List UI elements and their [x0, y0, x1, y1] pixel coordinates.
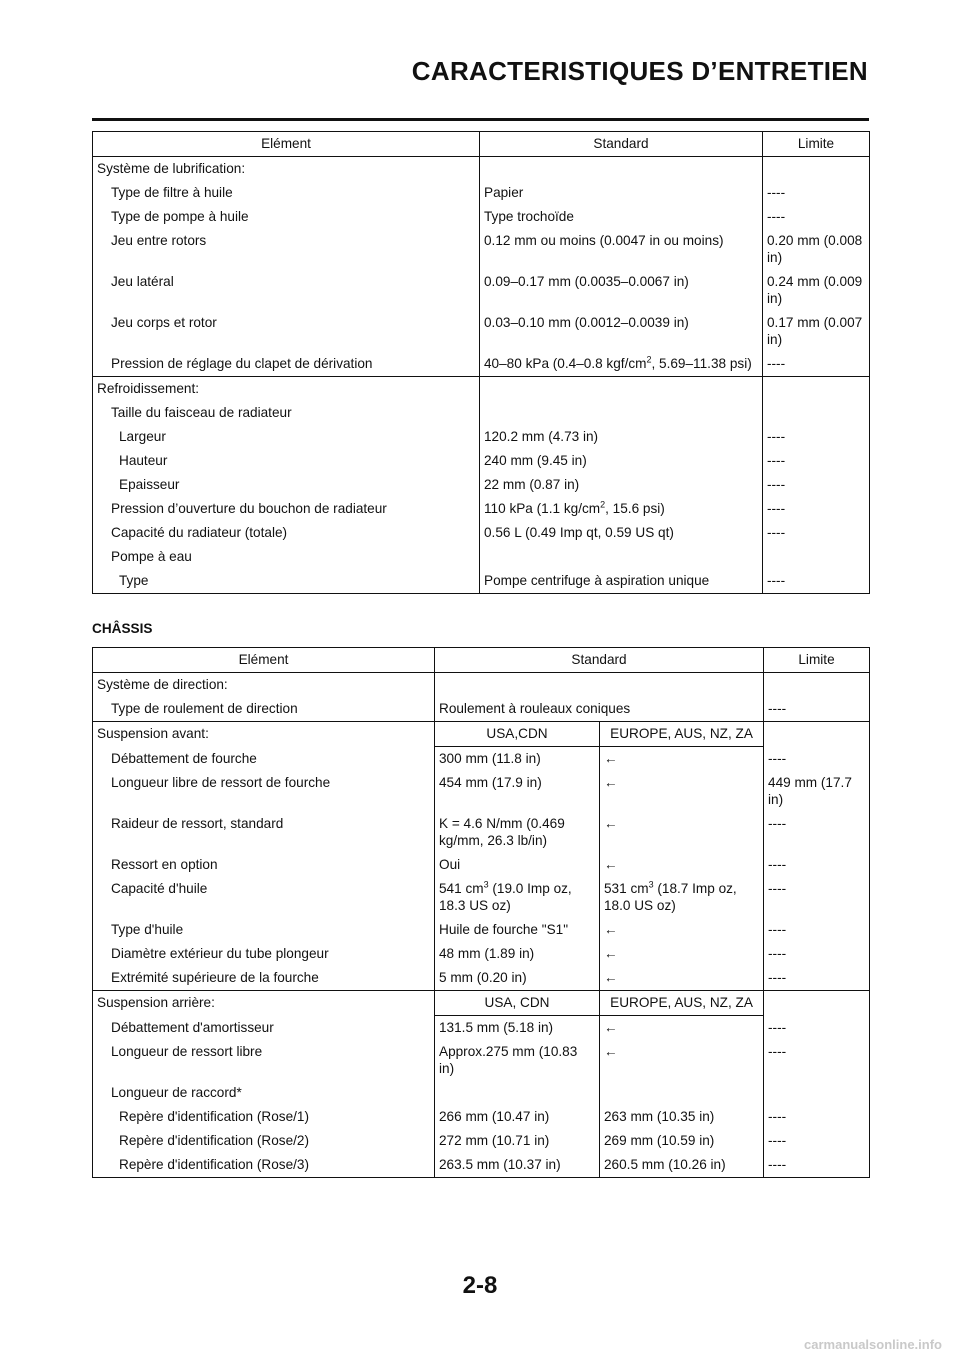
group-title: Système de lubrification: [93, 157, 480, 182]
table-row: Type Pompe centrifuge à aspiration unique ---- [93, 569, 870, 594]
same-as-left-arrow: ← [600, 771, 764, 812]
same-as-left-arrow: ← [600, 853, 764, 877]
table-header-row [93, 648, 870, 673]
group-title: Suspension arrière: [93, 991, 435, 1016]
header-limit: Limite [763, 132, 870, 157]
group-title: Refroidissement: [93, 377, 480, 402]
table-row: Suspension avant: USA,CDN EUROPE, AUS, NZ, ZA [93, 722, 870, 747]
table-row: Repère d'identification (Rose/1) 266 mm (10.47 in) 263 mm (10.35 in) ---- [93, 1105, 870, 1129]
table-row: Hauteur 240 mm (9.45 in) ---- [93, 449, 870, 473]
same-as-left-arrow: ← [600, 747, 764, 772]
table-row: Jeu entre rotors 0.12 mm ou moins (0.0047 in ou moins) 0.20 mm (0.008 in) [93, 229, 870, 270]
table-row: Largeur 120.2 mm (4.73 in) ---- [93, 425, 870, 449]
table-row: Longueur de raccord* [93, 1081, 870, 1105]
table-header-row [93, 132, 870, 157]
table-row [93, 673, 870, 698]
table-row: Type de filtre à huile Papier ---- [93, 181, 870, 205]
table-row: Capacité d'huile 541 $cm^3$ (19.0 Imp oz, 18.3 US oz) 531 $cm^3$ (18.7 Imp oz, 18.0 US oz) ---- [93, 877, 870, 918]
same-as-left-arrow: ← [600, 1016, 764, 1041]
table-row: Raideur de ressort, standard K = 4.6 N/mm (0.469 kg/mm, 26.3 lb/in) ← ---- [93, 812, 870, 853]
table-row [93, 157, 870, 182]
table-row: Type de roulement de direction Roulement à rouleaux coniques ---- [93, 697, 870, 722]
header-element: Elément [93, 648, 435, 673]
table-row: Epaisseur 22 mm (0.87 in) ---- [93, 473, 870, 497]
table-row: Jeu latéral 0.09–0.17 mm (0.0035–0.0067 in) 0.24 mm (0.009 in) [93, 270, 870, 311]
same-as-left-arrow: ← [600, 1040, 764, 1081]
watermark: carmanualsonline.info [804, 1337, 942, 1352]
table-row: Repère d'identification (Rose/2) 272 mm (10.71 in) 269 mm (10.59 in) ---- [93, 1129, 870, 1153]
header-standard: Standard [435, 648, 764, 673]
header-limit: Limite [764, 648, 870, 673]
same-as-left-arrow: ← [600, 942, 764, 966]
table-row: Pression d’ouverture du bouchon de radiateur 110 kPa (1.1 $kg/cm^2$, 15.6 psi) ---- [93, 497, 870, 521]
chassis-spec-table [92, 647, 870, 1178]
table-row: Type de pompe à huile Type trochoïde ---- [93, 205, 870, 229]
table-row: Jeu corps et rotor 0.03–0.10 mm (0.0012–0.0039 in) 0.17 mm (0.007 in) [93, 311, 870, 352]
section-title-chassis: CHÂSSIS [92, 621, 153, 636]
table-row [93, 377, 870, 402]
page-title: CARACTERISTIQUES D’ENTRETIEN [411, 56, 868, 86]
table-row: Débattement de fourche 300 mm (11.8 in) ← ---- [93, 747, 870, 772]
table-row: Suspension arrière: USA, CDN EUROPE, AUS, NZ, ZA [93, 991, 870, 1016]
table-row: Type d'huile Huile de fourche "S1" ← ---- [93, 918, 870, 942]
table-row: Extrémité supérieure de la fourche 5 mm (0.20 in) ← ---- [93, 966, 870, 991]
table-row: Débattement d'amortisseur 131.5 mm (5.18 in) ← ---- [93, 1016, 870, 1041]
header-rule [92, 118, 869, 121]
group-title: Suspension avant: [93, 722, 435, 747]
table-row: Ressort en option Oui ← ---- [93, 853, 870, 877]
header-element: Elément [93, 132, 480, 157]
page-number: 2-8 [462, 1272, 498, 1299]
engine-spec-table [92, 131, 870, 594]
table-row: Capacité du radiateur (totale) 0.56 L (0.49 Imp qt, 0.59 US qt) ---- [93, 521, 870, 545]
table-row: Repère d'identification (Rose/3) 263.5 mm (10.37 in) 260.5 mm (10.26 in) ---- [93, 1153, 870, 1178]
table-row: Pompe à eau [93, 545, 870, 569]
header-standard: Standard [480, 132, 763, 157]
same-as-left-arrow: ← [600, 918, 764, 942]
table-row: Taille du faisceau de radiateur [93, 401, 870, 425]
table-row: Longueur libre de ressort de fourche 454 mm (17.9 in) ← 449 mm (17.7 in) [93, 771, 870, 812]
table-row: Longueur de ressort libre Approx.275 mm (10.83 in) ← ---- [93, 1040, 870, 1081]
group-title: Système de direction: [93, 673, 435, 698]
same-as-left-arrow: ← [600, 812, 764, 853]
table-row: Pression de réglage du clapet de dérivation 40–80 kPa (0.4–0.8 kgf/$cm^2$, 5.69–11.38 psi) ---- [93, 352, 870, 377]
table-row: Diamètre extérieur du tube plongeur 48 mm (1.89 in) ← ---- [93, 942, 870, 966]
same-as-left-arrow: ← [600, 966, 764, 991]
